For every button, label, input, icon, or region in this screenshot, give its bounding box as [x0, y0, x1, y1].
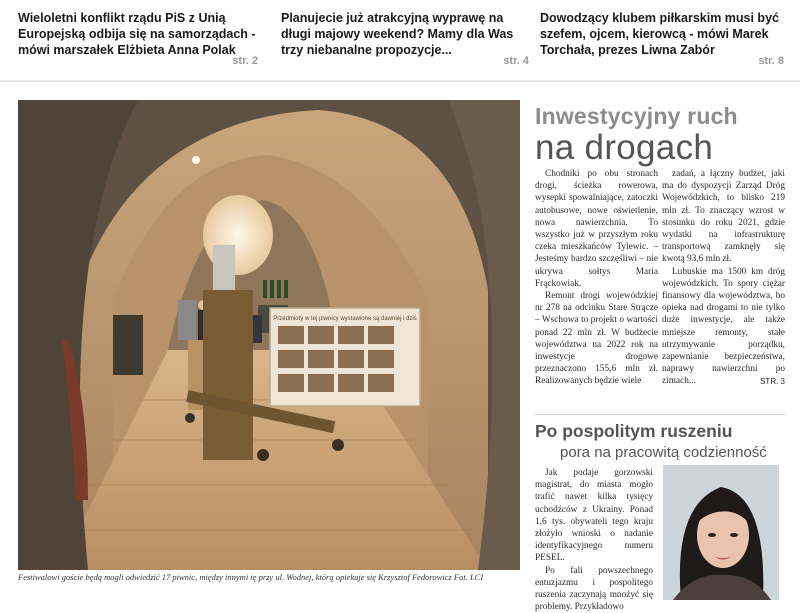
portrait-photo	[663, 465, 779, 600]
teaser-headline[interactable]: Dowodzący klubem piłkarskim musi być szefem, ojcem, kierowcą - mówi Marek Torchała, prezes Liwna Zabór	[540, 11, 779, 57]
second-subheadline: pora na pracowitą codzienność	[560, 444, 767, 461]
teaser-page-ref: str. 4	[503, 55, 529, 67]
lead-subheadline: na drogach	[535, 128, 714, 167]
lead-headline: Inwestycyjny ruch	[535, 103, 738, 129]
photo-caption: Festiwalowi goście będą mogli odwiedzić 17 piwnic, między innymi tę przy ul. Wodnej, którą opiekuje się Krzysztof Fedorowicz Fot. LCI	[18, 572, 484, 582]
paragraph: Chodniki po obu stronach drogi, ścieżka rowerowa, wysepki spowalniające, zatoczki autobusowe, nowe oświetlenie, nowa nawierzchnia. To wszystko już w przyszłym roku czeka mieszkańców Tylewic. – Jesteśmy bardzo szczęśliwi – nie ukrywa sołtys Maria Frąckowiak.	[535, 169, 658, 289]
teaser-page-ref: str. 8	[758, 55, 784, 67]
paragraph: Lubuskie ma 1500 km dróg wojewódzkich. To spory ciężar finansowy dla województwa, bo opieka nad drogami to nie tylko duże inwestycje, ale także mniejsze remonty, stałe utrzymywanie porządku, zapewnianie bezpieczeństwa, naprawy nawierzchni po zimach...	[662, 266, 785, 387]
cellar-photo	[18, 100, 520, 570]
paragraph: Remont drogi wojewódzkiej nr 278 na odcinku Stare Strącze – Wschowa to projekt o wartości ponad 22 mln zł. W budżecie województwa na 2022 rok na inwestycje drogowe przeznaczono 155,6 mln zł. Realizowanych będzie wiele	[535, 291, 658, 387]
board-text: Przedmioty w tej piwnicy wystawione są dawniej i dziś	[273, 316, 417, 322]
paragraph: Po fali powszechnego entuzjazmu i pospolitego ruszenia zaczynają mnożyć się problemy. Przykładowo	[535, 565, 653, 613]
lead-column-1	[535, 168, 658, 388]
page-reference[interactable]: STR. 3	[760, 376, 785, 386]
teaser-headline[interactable]: Planujecie już atrakcyjną wyprawę na długi majowy weekend? Mamy dla Was trzy niebanalne propozycje...	[281, 11, 514, 57]
paragraph: Jak podaje gorzowski magistrat, do miasta mogło trafić nawet kilka tysięcy uchodźców z Ukrainy. Ponad 1,6 tys. obywateli tego kraju złożyło wnioski o nadanie identyfikacyjnego numeru PESEL.	[535, 468, 653, 564]
teaser-item[interactable]	[540, 10, 784, 67]
second-column	[535, 467, 653, 613]
lead-column-2	[662, 168, 785, 388]
paragraph: zadań, a łączny budżet, jaki ma do dyspozycji Zarząd Dróg Wojewódzkich, to blisko 219 mln zł. To znaczący wzrost w stosunku do roku 2021, gdzie wydatki na infrastrukturę transportową zamknęły się kwotą 93,6 mln zł.	[662, 169, 785, 265]
teaser-bar	[18, 10, 784, 72]
teaser-page-ref: str. 2	[232, 55, 258, 67]
teaser-headline[interactable]: Wieloletni konflikt rządu PiS z Unią Europejską odbija się na samorządach - mówi marszałek Elżbieta Anna Polak	[18, 11, 256, 57]
second-headline: Po pospolitym ruszeniu	[535, 421, 733, 441]
header-divider	[0, 80, 800, 82]
article-divider	[535, 414, 785, 415]
teaser-item[interactable]	[18, 10, 258, 67]
teaser-item[interactable]	[281, 10, 529, 67]
